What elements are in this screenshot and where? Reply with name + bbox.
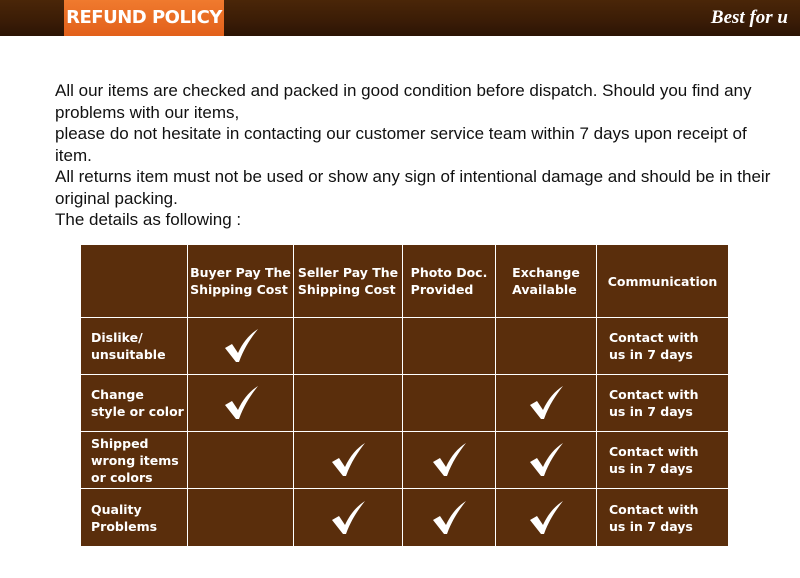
checkmark-icon bbox=[526, 440, 566, 480]
header-seller-pay: Seller Pay The Shipping Cost bbox=[294, 245, 403, 318]
row-label: Dislike/ unsuitable bbox=[81, 318, 188, 375]
checkmark-icon bbox=[328, 440, 368, 480]
checkmark-icon bbox=[429, 498, 469, 538]
checkmark-icon bbox=[429, 440, 469, 480]
exchange-cell bbox=[496, 318, 597, 375]
intro-line: All returns item must not be used or show any sign of intentional damage and should be in their original packing. bbox=[55, 167, 771, 208]
buyer-pay-cell bbox=[188, 375, 294, 432]
photo-doc-cell bbox=[403, 432, 496, 489]
photo-doc-cell bbox=[403, 375, 496, 432]
checkmark-icon bbox=[526, 383, 566, 423]
table-row bbox=[81, 432, 729, 489]
table-row bbox=[81, 375, 729, 432]
photo-doc-cell bbox=[403, 489, 496, 547]
checkmark-icon bbox=[526, 498, 566, 538]
checkmark-icon bbox=[328, 498, 368, 538]
header-buyer-pay: Buyer Pay The Shipping Cost bbox=[188, 245, 294, 318]
communication-cell: Contact with us in 7 days bbox=[597, 375, 729, 432]
communication-cell: Contact with us in 7 days bbox=[597, 432, 729, 489]
checkmark-icon bbox=[221, 326, 261, 366]
exchange-cell bbox=[496, 375, 597, 432]
table-row bbox=[81, 318, 729, 375]
refund-policy-table bbox=[80, 244, 729, 547]
policy-intro bbox=[55, 80, 775, 231]
exchange-cell bbox=[496, 432, 597, 489]
table-header-row bbox=[81, 245, 729, 318]
header-cell-empty bbox=[81, 245, 188, 318]
intro-line: The details as following : bbox=[55, 210, 242, 229]
header-photo-doc: Photo Doc. Provided bbox=[403, 245, 496, 318]
header-communication: Communication bbox=[597, 245, 729, 318]
row-label: Quality Problems bbox=[81, 489, 188, 547]
photo-doc-cell bbox=[403, 318, 496, 375]
checkmark-icon bbox=[221, 383, 261, 423]
buyer-pay-cell bbox=[188, 432, 294, 489]
row-label: Shipped wrong items or colors bbox=[81, 432, 188, 489]
intro-line: please do not hesitate in contacting our customer service team within 7 days upon receipt of item. bbox=[55, 124, 747, 165]
seller-pay-cell bbox=[294, 318, 403, 375]
seller-pay-cell bbox=[294, 432, 403, 489]
communication-cell: Contact with us in 7 days bbox=[597, 489, 729, 547]
seller-pay-cell bbox=[294, 489, 403, 547]
intro-line: All our items are checked and packed in good condition before dispatch. Should you find any problems with our items, bbox=[55, 81, 752, 122]
buyer-pay-cell bbox=[188, 489, 294, 547]
buyer-pay-cell bbox=[188, 318, 294, 375]
row-label: Change style or color bbox=[81, 375, 188, 432]
communication-cell: Contact with us in 7 days bbox=[597, 318, 729, 375]
seller-pay-cell bbox=[294, 375, 403, 432]
header-bar bbox=[0, 0, 800, 36]
page-title: REFUND POLICY bbox=[64, 0, 224, 36]
table-row bbox=[81, 489, 729, 547]
brand-slogan: Best for u bbox=[710, 7, 788, 28]
exchange-cell bbox=[496, 489, 597, 547]
header-exchange: Exchange Available bbox=[496, 245, 597, 318]
